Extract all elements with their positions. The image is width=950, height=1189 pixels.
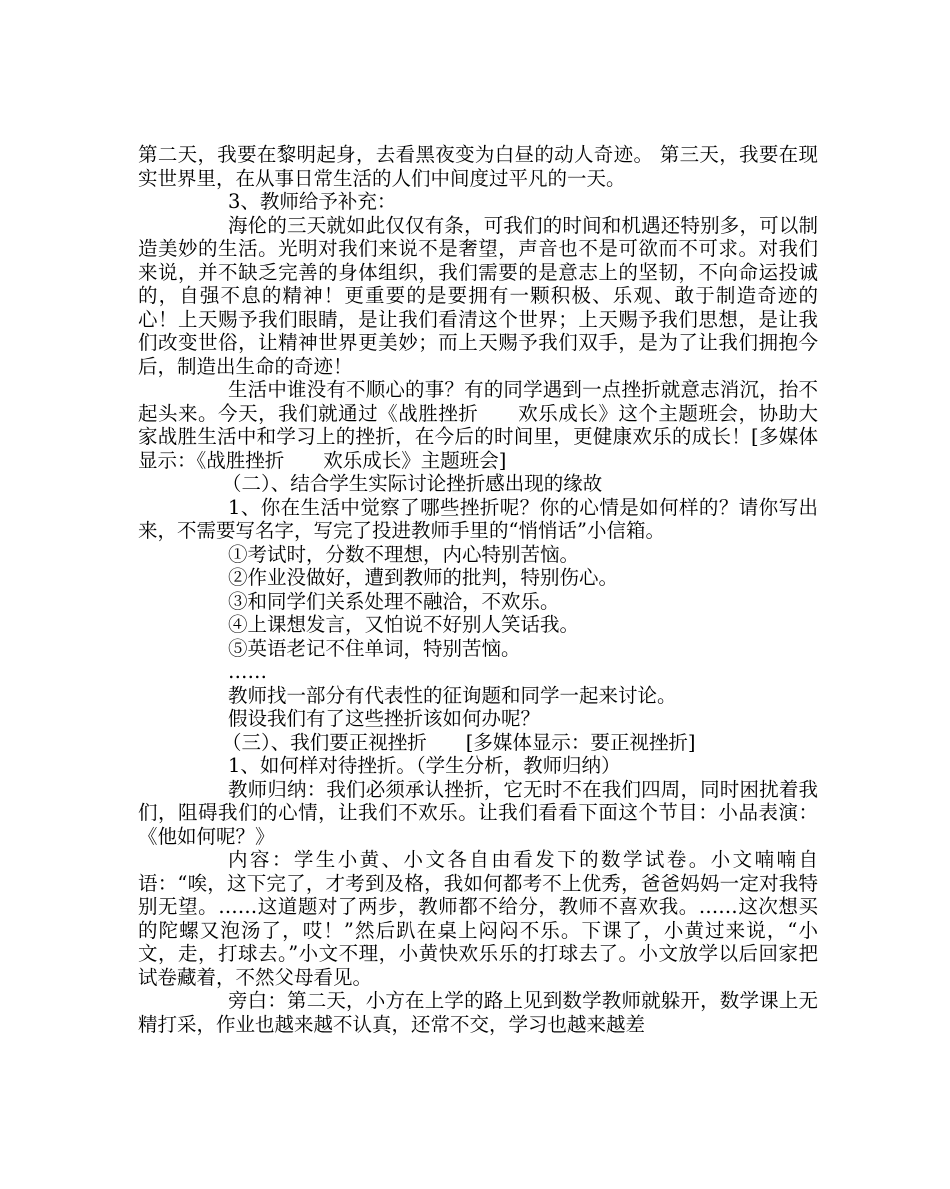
paragraph: 教师归纳：我们必须承认挫折，它无时不在我们四周，同时困扰着我们，阻碍我们的心情，让我们不欢乐。让我们看看下面这个节目：小品表演：《他如何呢？》 [138, 777, 818, 848]
paragraph: 第二天，我要在黎明起身，去看黑夜变为白昼的动人奇迹。 第三天，我要在现实世界里，在从事日常生活的人们中间度过平凡的一天。 [138, 143, 818, 190]
list-item: ⑤英语老记不住单词，特别苦恼。 [228, 636, 521, 660]
list-item: ④上课想发言，又怕说不好别人笑话我。 [228, 613, 580, 636]
list-item: ②作业没做好，遭到教师的批判，特别伤心。 [228, 566, 619, 589]
paragraph: 1、你在生活中觉察了哪些挫折呢？你的心情是如何样的？请你写出来，不需要写名字，写完了投进教师手里的“悄悄话”小信箱。 [138, 495, 818, 542]
paragraph: 3、教师给予补充： [228, 190, 397, 213]
list-item: …… [228, 660, 267, 683]
paragraph: 海伦的三天就如此仅仅有条，可我们的时间和机遇还特别多，可以制造美妙的生活。光明对我们来说不是奢望，声音也不是可欲而不可求。对我们来说，并不缺乏完善的身体组织，我们需要的是意志上的坚韧，不向命运投诚的，自强不息的精神！更重要的是要拥有一颗积极、乐观、敢于制造奇迹的心！上天赐予我们眼睛，是让我们看清这个世界；上天赐予我们思想，是让我们改变世俗，让精神世界更美妙；而上天赐予我们双手，是为了让我们拥抱今后，制造出生命的奇迹！ [138, 213, 818, 378]
document-body [138, 143, 818, 1036]
section-heading: （三）、我们要正视挫折 [多媒体显示：要正视挫折] [222, 730, 696, 754]
list-item: ①考试时，分数不理想，内心特别苦恼。 [228, 542, 580, 566]
paragraph: 旁白：第二天，小方在上学的路上见到数学教师就躲开，数学课上无精打采，作业也越来越不认真，还常不交，学习也越来越差 [138, 989, 818, 1036]
paragraph: 假设我们有了这些挫折该如何办呢？ [228, 707, 541, 730]
paragraph: 生活中谁没有不顺心的事？有的同学遇到一点挫折就意志消沉，抬不起头来。今天，我们就通过《战胜挫折 欢乐成长》这个主题班会，协助大家战胜生活中和学习上的挫折，在今后的时间里，更健康欢乐的成长！[多媒体显示：《战胜挫折 欢乐成长》主题班会] [138, 378, 818, 472]
paragraph: 教师找一部分有代表性的征询题和同学一起来讨论。 [228, 683, 677, 707]
list-item: ③和同学们关系处理不融洽，不欢乐。 [228, 589, 560, 613]
paragraph: 1、如何样对待挫折。（学生分析，教师归纳） [228, 754, 621, 777]
paragraph: 内容：学生小黄、小文各自由看发下的数学试卷。小文喃喃自语：“唉，这下完了，才考到及格，我如何都考不上优秀，爸爸妈妈一定对我特别无望。……这道题对了两步，教师都不给分，教师不喜欢我。……这次想买的陀螺又泡汤了，哎！”然后趴在桌上闷闷不乐。下课了，小黄过来说，“小文，走，打球去。”小文不理，小黄快欢乐乐的打球去了。小文放学以后回家把试卷藏着，不然父母看见。 [138, 848, 818, 989]
section-heading: （二）、结合学生实际讨论挫折感出现的缘故 [222, 472, 603, 495]
